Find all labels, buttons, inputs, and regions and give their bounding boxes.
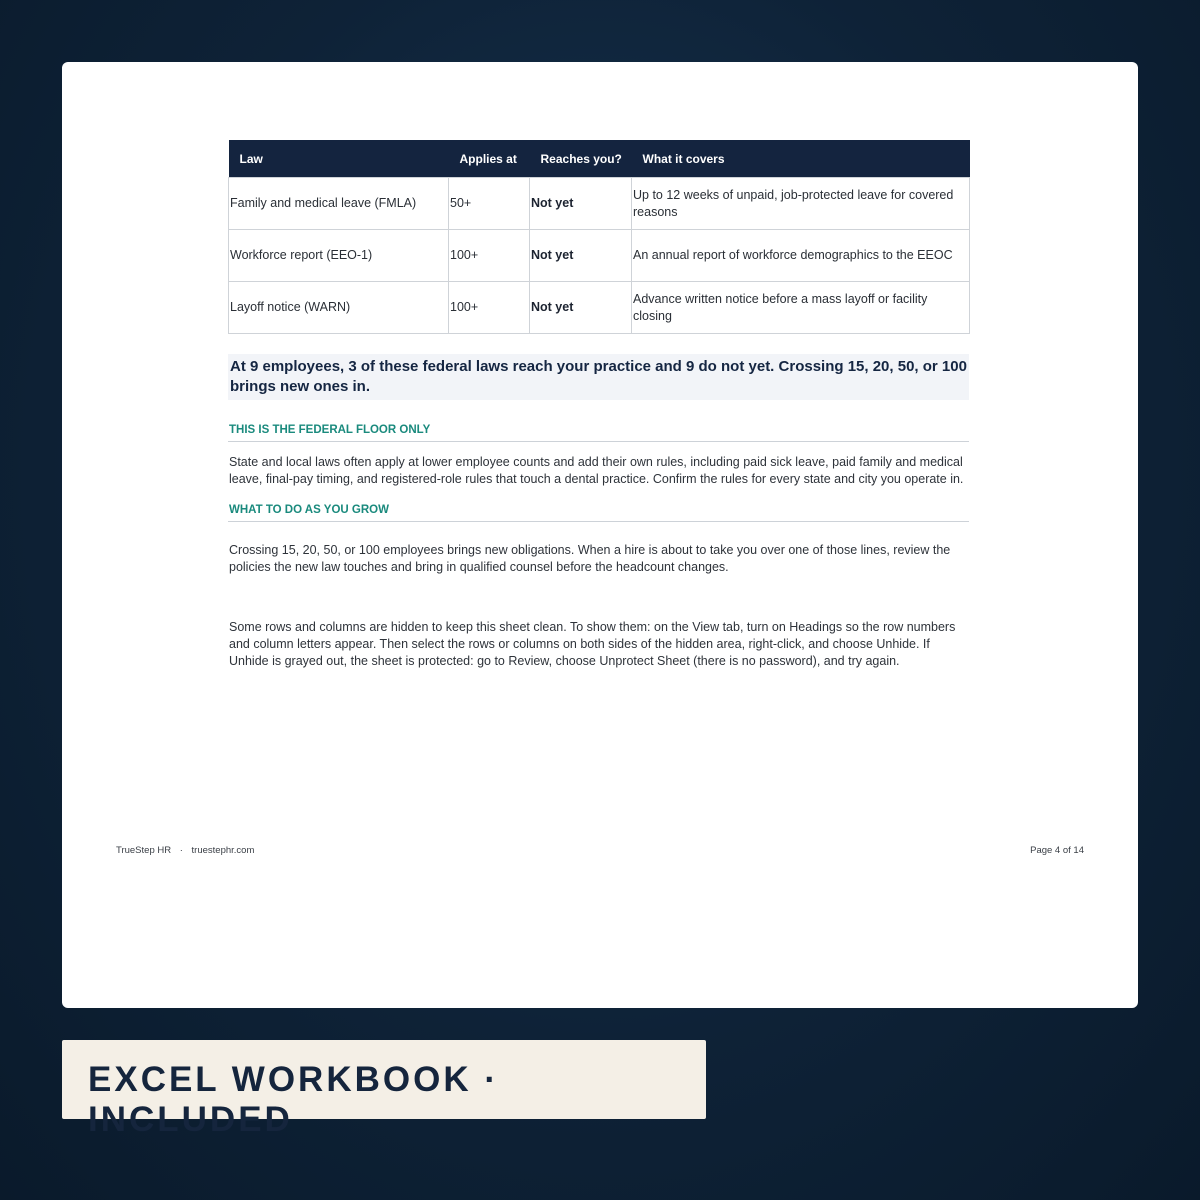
federal-floor-text: State and local laws often apply at lower employee counts and add their own rules, including paid sick leave, paid family and medical leave, final-pay timing, and registered-role rules that touch a dental practice. Confirm the rules for every state and city you operate in. xyxy=(229,455,964,486)
footer-separator: · xyxy=(179,845,183,856)
covers-cell: An annual report of workforce demographics to the EEOC xyxy=(632,230,970,282)
column-header-applies-at: Applies at xyxy=(449,140,530,178)
page-content xyxy=(228,140,969,670)
footer-brand-name: TrueStep HR xyxy=(116,845,172,856)
law-cell: Family and medical leave (FMLA) xyxy=(229,178,449,230)
federal-laws-table xyxy=(228,140,970,334)
table-row xyxy=(229,178,970,230)
federal-floor-heading: THIS IS THE FEDERAL FLOOR ONLY xyxy=(228,424,969,442)
reaches-you-cell: Not yet xyxy=(530,178,632,230)
applies-at-cell: 50+ xyxy=(449,178,530,230)
hidden-rows-note: Some rows and columns are hidden to keep this sheet clean. To show them: on the View tab, turn on Headings so the row numbers and column letters appear. Then select the rows or columns on both sides of the hidden area, right-click, and choose Unhide. If Unhide is grayed out, the sheet is protected: go to Review, choose Unprotect Sheet (there is no password), and try again. xyxy=(229,620,956,668)
covers-cell: Advance written notice before a mass layoff or facility closing xyxy=(632,282,970,334)
reaches-you-cell: Not yet xyxy=(530,230,632,282)
banner-label: EXCEL WORKBOOK · INCLUDED xyxy=(88,1060,499,1139)
document-page xyxy=(62,62,1138,1008)
footer-brand xyxy=(116,845,254,856)
column-header-what-it-covers: What it covers xyxy=(632,140,970,178)
law-cell: Workforce report (EEO-1) xyxy=(229,230,449,282)
applies-at-cell: 100+ xyxy=(449,282,530,334)
law-cell: Layoff notice (WARN) xyxy=(229,282,449,334)
table-row xyxy=(229,230,970,282)
summary-callout: At 9 employees, 3 of these federal laws reach your practice and 9 do not yet. Crossing 15, 20, 50, or 100 brings new ones in. xyxy=(228,354,969,400)
reaches-you-cell: Not yet xyxy=(530,282,632,334)
table-row xyxy=(229,282,970,334)
grow-heading: WHAT TO DO AS YOU GROW xyxy=(228,504,969,522)
column-header-reaches-you: Reaches you? xyxy=(530,140,632,178)
included-banner xyxy=(62,1040,706,1139)
page-number: Page 4 of 14 xyxy=(1030,845,1084,856)
column-header-law: Law xyxy=(229,140,449,178)
grow-text: Crossing 15, 20, 50, or 100 employees brings new obligations. When a hire is about to take you over one of those lines, review the policies the new law touches and bring in qualified counsel before the headcount changes. xyxy=(229,543,951,574)
covers-cell: Up to 12 weeks of unpaid, job-protected leave for covered reasons xyxy=(632,178,970,230)
footer-url: truestephr.com xyxy=(191,845,255,856)
applies-at-cell: 100+ xyxy=(449,230,530,282)
table-header-row xyxy=(229,140,970,178)
